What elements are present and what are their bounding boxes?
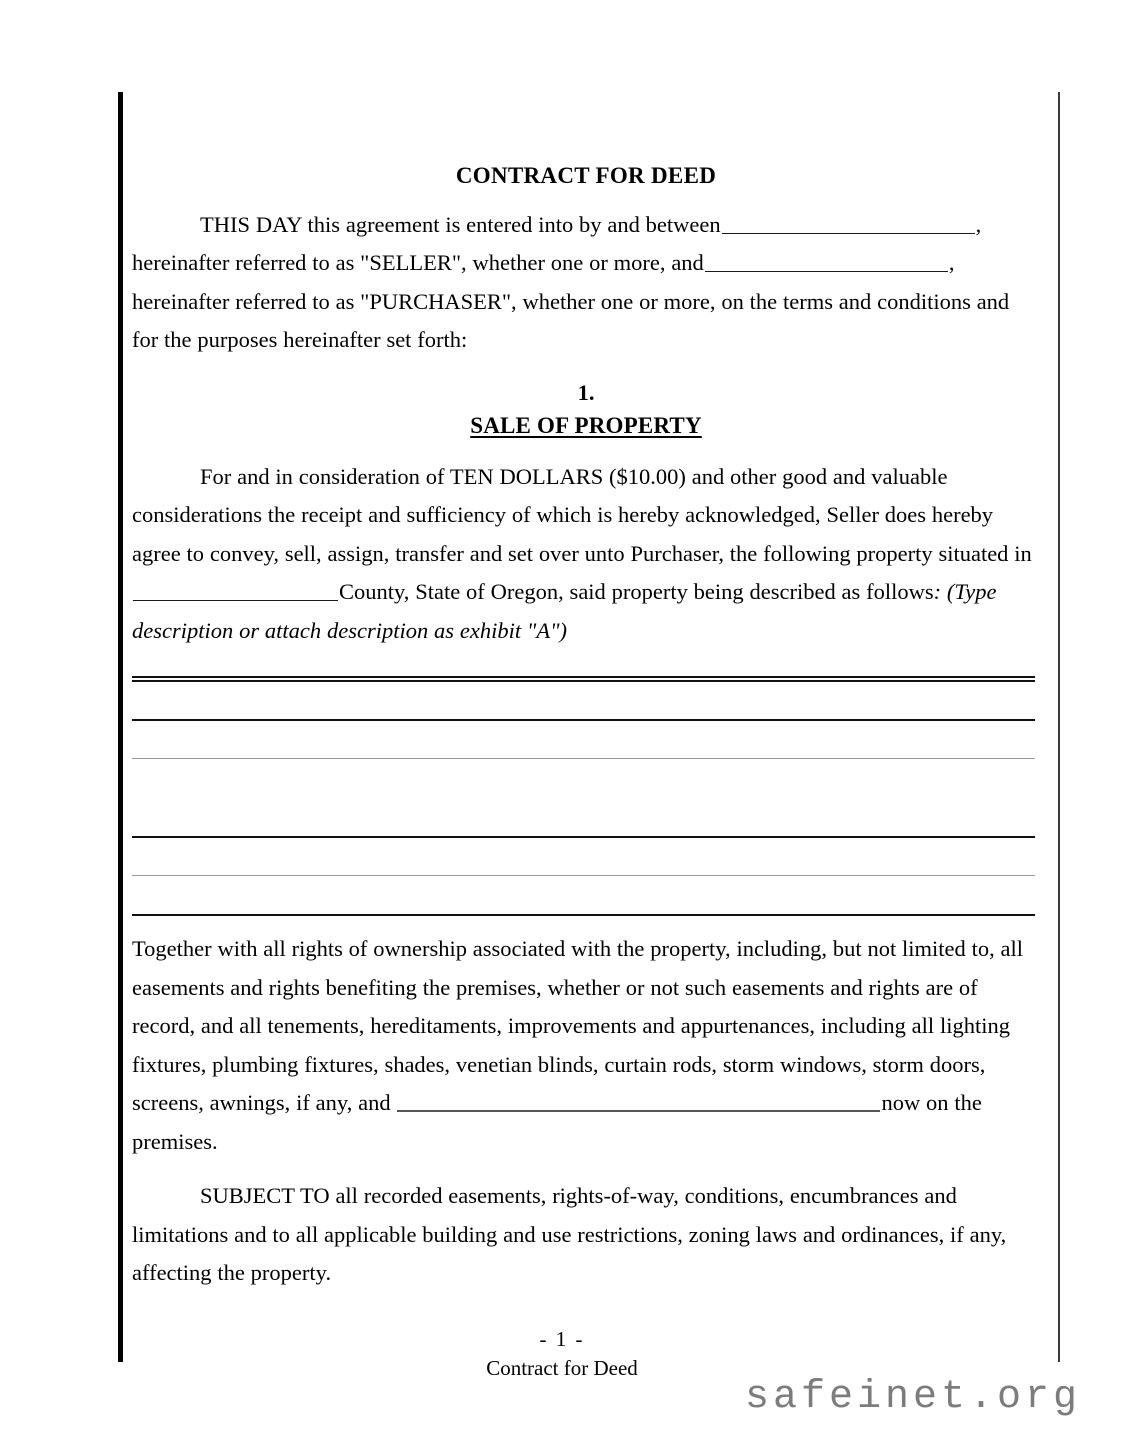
description-line-2[interactable] bbox=[132, 719, 1035, 721]
seller-name-blank[interactable] bbox=[722, 216, 975, 234]
intro-paragraph bbox=[132, 206, 1040, 360]
sale-body-county-text: County, State of Oregon, said property being described as follows bbox=[339, 579, 934, 605]
description-line-6[interactable] bbox=[132, 875, 1035, 876]
premises-tail-text: now on the premises. bbox=[132, 1090, 982, 1154]
intro-seller-clause: , hereinafter referred to as "SELLER", whether one or more, and bbox=[132, 211, 982, 276]
section-heading: SALE OF PROPERTY bbox=[470, 412, 702, 438]
footer-document-name: Contract for Deed bbox=[486, 1356, 638, 1380]
property-description-lines bbox=[132, 676, 1040, 928]
page-border-right bbox=[1058, 92, 1060, 1362]
subject-to-paragraph: SUBJECT TO all recorded easements, rights-of-way, conditions, encumbrances and limitations and to all applicable building and use restrictions, zoning laws and ordinances, if any, affecting the property. bbox=[132, 1183, 1007, 1286]
description-line-4[interactable] bbox=[132, 676, 1035, 678]
description-line-1[interactable] bbox=[132, 680, 1035, 682]
description-line-7[interactable] bbox=[132, 914, 1035, 916]
page-title: CONTRACT FOR DEED bbox=[455, 163, 717, 188]
together-with-text: Together with all rights of ownership associated with the property, including, but not limited to, all easements and rights benefiting the premises, whether or not such easements and rights are of record, and all tenements, hereditaments, improvements and appurtenances, including all lighting fixtures, plumbing fixtures, shades, venetian blinds, curtain rods, storm windows, storm doors, screens, awnings, if any, and bbox=[132, 936, 1024, 1116]
footer-page-number: - 1 - bbox=[539, 1327, 585, 1351]
section-number: 1. bbox=[577, 379, 595, 405]
page-border-left bbox=[118, 92, 123, 1362]
intro-purchaser-clause: , hereinafter referred to as "PURCHASER", whether one or more, on the terms and conditions and for the purposes hereinafter set forth: bbox=[132, 250, 1010, 353]
sale-body-text: For and in consideration of TEN DOLLARS ($10.00) and other good and valuable considerations the receipt and sufficiency of which is hereby acknowledged, Seller does hereby agree to convey, sell, assign, transfer and set over unto Purchaser, the following property situated in bbox=[132, 463, 1032, 566]
description-line-5[interactable] bbox=[132, 836, 1035, 838]
watermark: safeinet.org bbox=[745, 1375, 1082, 1420]
county-blank[interactable] bbox=[133, 583, 338, 601]
intro-lead-text: THIS DAY this agreement is entered into by and between bbox=[200, 211, 721, 237]
description-line-3[interactable] bbox=[132, 758, 1035, 759]
purchaser-name-blank[interactable] bbox=[705, 254, 948, 272]
document-body bbox=[132, 92, 1040, 1293]
sale-of-property-paragraph bbox=[132, 458, 1040, 651]
premises-items-blank[interactable] bbox=[397, 1093, 880, 1112]
together-with-paragraph bbox=[132, 930, 1040, 1161]
sale-body-italic-note: : (Type description or attach description as exhibit "A") bbox=[132, 579, 997, 643]
